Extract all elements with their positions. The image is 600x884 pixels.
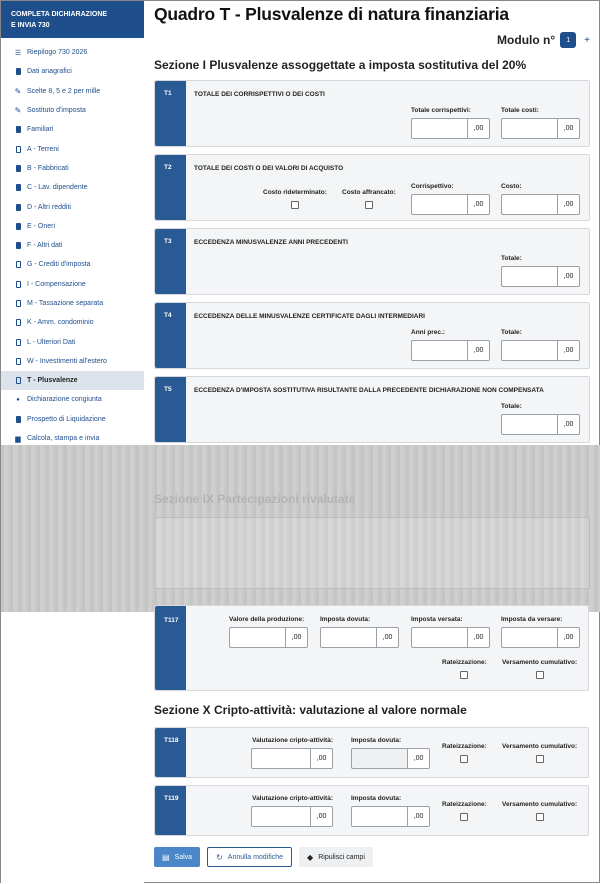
row-t119: [154, 785, 589, 836]
checkbox[interactable]: [460, 755, 468, 763]
cancel-changes-button[interactable]: [207, 847, 292, 867]
amount-input[interactable]: [501, 266, 557, 287]
sidebar-item[interactable]: [1, 217, 144, 236]
field-label: Imposta dovuta:: [351, 795, 402, 802]
sidebar-item[interactable]: [1, 62, 144, 81]
checkbox[interactable]: [365, 201, 373, 209]
document-outline-icon: [14, 357, 22, 365]
decimal-suffix: ,00: [407, 806, 430, 827]
document-outline-icon: [14, 261, 22, 269]
checkbox-label: Costo rideterminato:: [263, 189, 327, 196]
sidebar-header-line2: E INVIA 730: [11, 22, 50, 29]
printer-icon: ▆: [15, 435, 21, 443]
section-10-title: Sezione X Cripto-attività: valutazione al valore normale: [154, 703, 467, 717]
row-title: ECCEDENZA MINUSVALENZE ANNI PRECEDENTI: [194, 239, 348, 246]
decimal-suffix: ,00: [557, 118, 580, 139]
sidebar-item-label: E - Oneri: [27, 222, 56, 230]
document-outline-icon: [14, 338, 22, 346]
obscured-region: [1, 445, 600, 612]
row-tag: T5: [155, 377, 186, 442]
sidebar-item-label: D - Altri redditi: [27, 203, 71, 211]
document-outline-icon: [14, 145, 22, 153]
checkbox-versamento-cumulativo: [502, 743, 577, 763]
amount-input[interactable]: [501, 194, 557, 215]
sidebar-item[interactable]: [1, 352, 144, 371]
document-icon: [14, 415, 22, 423]
modulo-number-button[interactable]: 1: [560, 32, 576, 48]
row-t1: [154, 80, 590, 147]
decimal-suffix: ,00: [467, 627, 490, 648]
checkbox-costo-affrancato: [342, 189, 396, 209]
field-label: Imposta versata:: [411, 616, 463, 623]
sidebar-item-label: Prospetto di Liquidazione: [27, 415, 106, 423]
eraser-icon: ◆: [307, 852, 314, 862]
row-tag: T1: [155, 81, 186, 146]
checkbox-label: Costo affrancato:: [342, 189, 396, 196]
field-label: Totale:: [501, 329, 522, 336]
sidebar-item[interactable]: [1, 43, 144, 62]
document-icon: [14, 203, 22, 211]
decimal-suffix: ,00: [467, 194, 490, 215]
field-imposta-dovuta: [351, 795, 430, 827]
sidebar-item[interactable]: [1, 275, 144, 294]
row-tag: T118: [155, 728, 186, 777]
decimal-suffix: ,00: [557, 340, 580, 361]
sidebar-item-label: M - Tassazione separata: [27, 300, 104, 307]
document-icon: [14, 242, 22, 250]
field-totale: [501, 403, 580, 435]
sidebar-item-label: B - Fabbricati: [27, 164, 69, 172]
document-icon: [14, 222, 22, 230]
user-icon: ●: [16, 396, 20, 403]
sidebar-item[interactable]: [1, 294, 144, 313]
document-icon: [14, 164, 22, 172]
checkbox-rateizzazione: [442, 659, 487, 679]
row-t4: [154, 302, 590, 369]
amount-input[interactable]: [411, 118, 467, 139]
sidebar-item-label: Familiari: [27, 126, 54, 134]
field-totale-costi: [501, 107, 580, 139]
checkbox-versamento-cumulativo: [502, 801, 577, 821]
sidebar-item[interactable]: [1, 236, 144, 255]
decimal-suffix: ,00: [285, 627, 308, 648]
amount-input[interactable]: [501, 627, 557, 648]
field-imposta-da-versare: [501, 616, 580, 648]
sidebar-item-label: W - Investimenti all'estero: [27, 357, 107, 365]
amount-input[interactable]: [501, 118, 557, 139]
sidebar-item-label: K - Amm. condominio: [27, 319, 94, 327]
save-icon: ▤: [162, 852, 170, 862]
sidebar-item-label: G - Crediti d'imposta: [27, 261, 91, 269]
amount-input[interactable]: [351, 748, 407, 769]
checkbox[interactable]: [536, 813, 544, 821]
checkbox[interactable]: [291, 201, 299, 209]
row-tag: T2: [155, 155, 186, 220]
sidebar-item[interactable]: [1, 332, 144, 351]
sidebar-item-label: C - Lav. dipendente: [27, 184, 88, 192]
row-tag: T3: [155, 229, 186, 294]
field-label: Valore della produzione:: [229, 616, 305, 623]
sidebar-item-label: F - Altri dati: [27, 242, 63, 250]
row-t118: [154, 727, 589, 778]
sidebar-nav: [1, 43, 144, 448]
row-tag: T4: [155, 303, 186, 368]
add-modulo-icon[interactable]: +: [584, 34, 590, 46]
field-imposta-dovuta: [351, 737, 430, 769]
field-label: Totale:: [501, 403, 522, 410]
document-icon: [14, 126, 22, 134]
list-icon: ☰: [14, 49, 22, 57]
field-label: Corrispettivo:: [411, 183, 454, 190]
checkbox-rateizzazione: [442, 801, 487, 821]
field-valutazione-cripto: [251, 737, 333, 769]
decimal-suffix: ,00: [557, 194, 580, 215]
field-label: Imposta da versare:: [501, 616, 563, 623]
checkbox-label: Versamento cumulativo:: [502, 743, 578, 750]
amount-input[interactable]: [411, 340, 467, 361]
field-anni-prec: [411, 329, 490, 361]
undo-icon: ↻: [216, 852, 223, 862]
sidebar-item[interactable]: [1, 410, 144, 429]
clear-label: Ripulisci campi: [318, 853, 365, 861]
row-title: ECCEDENZA DELLE MINUSVALENZE CERTIFICATE DAGLI INTERMEDIARI: [194, 313, 425, 320]
checkbox-versamento-cumulativo: [502, 659, 577, 679]
field-imposta-dovuta: [320, 616, 399, 648]
field-label: Valutazione cripto-attività:: [252, 795, 333, 802]
row-title: TOTALE DEI CORRISPETTIVI O DEI COSTI: [194, 91, 325, 98]
sidebar-header[interactable]: [1, 1, 144, 38]
sidebar-item[interactable]: [1, 101, 144, 120]
decimal-suffix: ,00: [467, 118, 490, 139]
field-totale: [501, 329, 580, 361]
sidebar-item-label: L - Ulteriori Dati: [27, 338, 76, 346]
sidebar-item-label: I - Compensazione: [27, 280, 86, 288]
field-label: Valutazione cripto-attività:: [252, 737, 333, 744]
sidebar-item[interactable]: [1, 197, 144, 216]
save-label: Salva: [174, 853, 193, 861]
main-content: [154, 1, 590, 450]
obscured-section-title: Sezione IX Partecipazioni rivalutate: [154, 492, 356, 506]
checkbox[interactable]: [536, 755, 544, 763]
sidebar: [1, 1, 144, 884]
document-outline-icon: [14, 319, 22, 327]
clear-fields-button[interactable]: [299, 847, 373, 867]
field-label: Totale costi:: [501, 107, 539, 114]
field-totale-corrispettivi: [411, 107, 490, 139]
modulo-label: Modulo n°: [497, 33, 556, 47]
field-valore-produzione: [229, 616, 308, 648]
cancel-label: Annulla modifiche: [227, 853, 284, 861]
page-title: Quadro T - Plusvalenze di natura finanziaria: [154, 4, 509, 24]
sidebar-item-label: Dati anagrafici: [27, 68, 72, 76]
sidebar-item-label: Scelte 8, 5 e 2 per mille: [27, 87, 101, 95]
action-bar: [154, 847, 380, 867]
amount-input[interactable]: [251, 748, 310, 769]
decimal-suffix: ,00: [467, 340, 490, 361]
field-label: Anni prec.:: [411, 329, 445, 336]
field-imposta-versata: [411, 616, 490, 648]
field-label: Costo:: [501, 183, 522, 190]
decimal-suffix: ,00: [557, 414, 580, 435]
field-label: Totale:: [501, 255, 522, 262]
sidebar-item-label: Riepilogo 730 2026: [27, 49, 88, 57]
sidebar-item-label: Dichiarazione congiunta: [27, 396, 102, 404]
amount-input[interactable]: [229, 627, 285, 648]
field-label: Imposta dovuta:: [320, 616, 371, 623]
sidebar-item[interactable]: [1, 178, 144, 197]
amount-input[interactable]: [251, 806, 310, 827]
sidebar-item[interactable]: [1, 139, 144, 158]
decimal-suffix: ,00: [376, 627, 399, 648]
amount-input[interactable]: [501, 414, 557, 435]
checkbox[interactable]: [460, 813, 468, 821]
document-outline-icon: [14, 280, 22, 288]
sidebar-item[interactable]: [1, 313, 144, 332]
row-title: TOTALE DEI COSTI O DEI VALORI DI ACQUISTO: [194, 165, 344, 172]
field-label: Totale corrispettivi:: [411, 107, 471, 114]
checkbox-label: Rateizzazione:: [442, 659, 487, 666]
checkbox-label: Rateizzazione:: [442, 801, 487, 808]
sidebar-item[interactable]: [1, 255, 144, 274]
sidebar-item[interactable]: [1, 159, 144, 178]
sidebar-item-label: T - Plusvalenze: [27, 377, 78, 385]
row-tag: T119: [155, 786, 186, 835]
sidebar-item[interactable]: [1, 371, 144, 390]
sidebar-item-label: A - Terreni: [27, 145, 59, 153]
decimal-suffix: ,00: [310, 748, 333, 769]
row-t5: [154, 376, 590, 443]
amount-input[interactable]: [411, 194, 467, 215]
field-corrispettivo: [411, 183, 490, 215]
row-t3: [154, 228, 590, 295]
obscured-card: [154, 517, 590, 589]
row-title: ECCEDENZA D'IMPOSTA SOSTITUTIVA RISULTANTE DALLA PRECEDENTE DICHIARAZIONE NON COMPENSATA: [194, 387, 544, 394]
amount-input[interactable]: [320, 627, 376, 648]
document-icon: [14, 184, 22, 192]
pencil-icon: ✎: [14, 106, 22, 116]
field-costo: [501, 183, 580, 215]
modulo-selector: [497, 32, 590, 48]
document-outline-icon: [14, 300, 22, 308]
field-valutazione-cripto: [251, 795, 333, 827]
document-icon: [14, 68, 22, 76]
sidebar-item[interactable]: [1, 82, 144, 101]
checkbox[interactable]: [460, 671, 468, 679]
sidebar-item-label: Calcola, stampa e invia: [27, 435, 100, 443]
checkbox-label: Versamento cumulativo:: [502, 659, 578, 666]
decimal-suffix: ,00: [557, 627, 580, 648]
sidebar-item[interactable]: [1, 120, 144, 139]
row-tag: T117: [155, 606, 186, 690]
pencil-icon: ✎: [14, 86, 22, 96]
section-1-title: Sezione I Plusvalenze assoggettate a imposta sostitutiva del 20%: [154, 58, 527, 72]
save-button[interactable]: [154, 847, 200, 867]
checkbox[interactable]: [536, 671, 544, 679]
row-t117: [154, 605, 589, 691]
checkbox-costo-rideterminato: [263, 189, 327, 209]
decimal-suffix: ,00: [310, 806, 333, 827]
sidebar-item[interactable]: [1, 390, 144, 409]
checkbox-rateizzazione: [442, 743, 487, 763]
checkbox-label: Versamento cumulativo:: [502, 801, 578, 808]
decimal-suffix: ,00: [557, 266, 580, 287]
field-label: Imposta dovuta:: [351, 737, 402, 744]
amount-input[interactable]: [411, 627, 467, 648]
checkbox-label: Rateizzazione:: [442, 743, 487, 750]
decimal-suffix: ,00: [407, 748, 430, 769]
amount-input[interactable]: [351, 806, 407, 827]
field-totale: [501, 255, 580, 287]
amount-input[interactable]: [501, 340, 557, 361]
sidebar-item-label: Sostituto d'imposta: [27, 107, 86, 115]
document-outline-icon: [14, 377, 22, 385]
sidebar-header-line1: COMPLETA DICHIARAZIONE: [11, 11, 108, 18]
row-t2: [154, 154, 590, 221]
